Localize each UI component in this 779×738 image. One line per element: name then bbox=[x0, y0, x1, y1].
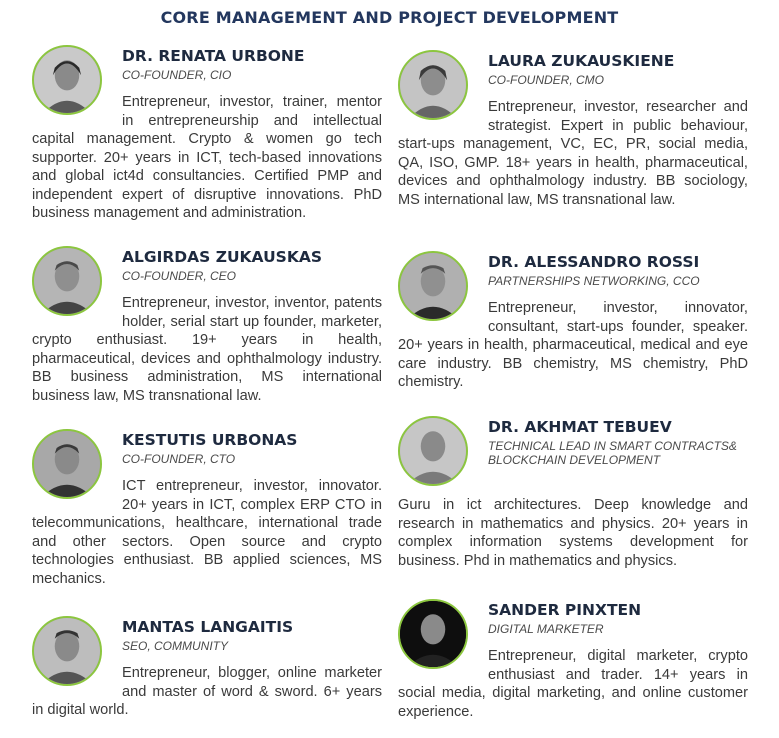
member-role: DIGITAL MARKETER bbox=[488, 622, 604, 636]
member-bio: Entrepreneur, digital marketer, crypto enthusiast and trader. 14+ years in social media, digital marketing, and online customer experience. bbox=[398, 648, 748, 720]
member-name: DR. ALESSANDRO ROSSI bbox=[488, 253, 700, 271]
member-card-renata-urbone bbox=[32, 45, 382, 223]
avatar bbox=[398, 416, 468, 486]
member-role: SEO, COMMUNITY bbox=[122, 639, 229, 653]
member-card-kestutis-urbonas bbox=[32, 429, 382, 588]
member-name: LAURA ZUKAUSKIENE bbox=[488, 52, 675, 70]
member-name: DR. RENATA URBONE bbox=[122, 47, 305, 65]
member-bio: Entrepreneur, investor, researcher and strategist. Expert in public behaviour, start-ups management, VC, EC, PR, social media, QA, ISO, GMP. 18+ years in health, pharmaceutical, devices and ophthalmology industry. BB sociology, MS international law, MS transnational law. bbox=[398, 99, 748, 208]
member-role: PARTNERSHIPS NETWORKING, CCO bbox=[488, 274, 700, 288]
member-role: CO-FOUNDER, CMO bbox=[488, 73, 604, 87]
member-role: CO-FOUNDER, CEO bbox=[122, 269, 236, 283]
page-title: CORE MANAGEMENT AND PROJECT DEVELOPMENT bbox=[160, 8, 619, 27]
member-card-mantas-langaitis bbox=[32, 616, 382, 720]
member-name: DR. AKHMAT TEBUEV bbox=[488, 418, 672, 436]
member-role: CO-FOUNDER, CIO bbox=[122, 68, 232, 82]
member-card-sander-pinxten bbox=[398, 599, 748, 721]
member-name: ALGIRDAS ZUKAUSKAS bbox=[122, 248, 322, 266]
member-card-alessandro-rossi bbox=[398, 251, 748, 392]
member-bio: Guru in ict architectures. Deep knowledge and research in mathematics and physics. 20+ years in complex information systems development for business. Phd in mathematics and physics. bbox=[398, 497, 748, 569]
member-bio: Entrepreneur, investor, trainer, mentor in entrepreneurship and intellectual capital management. Crypto & women go tech supporter. 20+ years in ICT, tech-based innovations and global ict4d consultancies. Certified PMP and independent expert of disruptive innovations. PhD business management and administration. bbox=[32, 94, 382, 221]
member-bio: Entrepreneur, blogger, online marketer and master of word & sword. 6+ years in digital world. bbox=[32, 665, 382, 718]
member-name: SANDER PINXTEN bbox=[488, 601, 642, 619]
member-name: MANTAS LANGAITIS bbox=[122, 618, 294, 636]
member-bio: ICT entrepreneur, investor, innovator. 20+ years in ICT, complex ERP CTO in telecommunications, healthcare, international trade and other sectors. Open source and crypto technologies enthusiast. BB applied sciences, MS mechanics. bbox=[32, 478, 382, 587]
member-role: TECHNICAL LEAD IN SMART CONTRACTS& BLOCKCHAIN DEVELOPMENT bbox=[488, 439, 737, 467]
member-card-algirdas-zukauskas bbox=[32, 246, 382, 405]
member-bio: Entrepreneur, investor, inventor, patents holder, serial start up founder, marketer, crypto enthusiast. 19+ years in health, pharmaceutical, devices and ophthalmology industry. BB business administration, MS international business law, MS transnational law. bbox=[32, 295, 382, 404]
member-card-akhmat-tebuev bbox=[398, 416, 748, 570]
member-name: KESTUTIS URBONAS bbox=[122, 431, 298, 449]
member-bio: Entrepreneur, investor, innovator, consultant, start-ups founder, speaker. 20+ years in health, pharmaceutical, medical and eye care industry. BB chemistry, MS chemistry, PhD chemistry. bbox=[398, 300, 748, 390]
member-role: CO-FOUNDER, CTO bbox=[122, 452, 236, 466]
member-card-laura-zukauskiene bbox=[398, 50, 748, 209]
